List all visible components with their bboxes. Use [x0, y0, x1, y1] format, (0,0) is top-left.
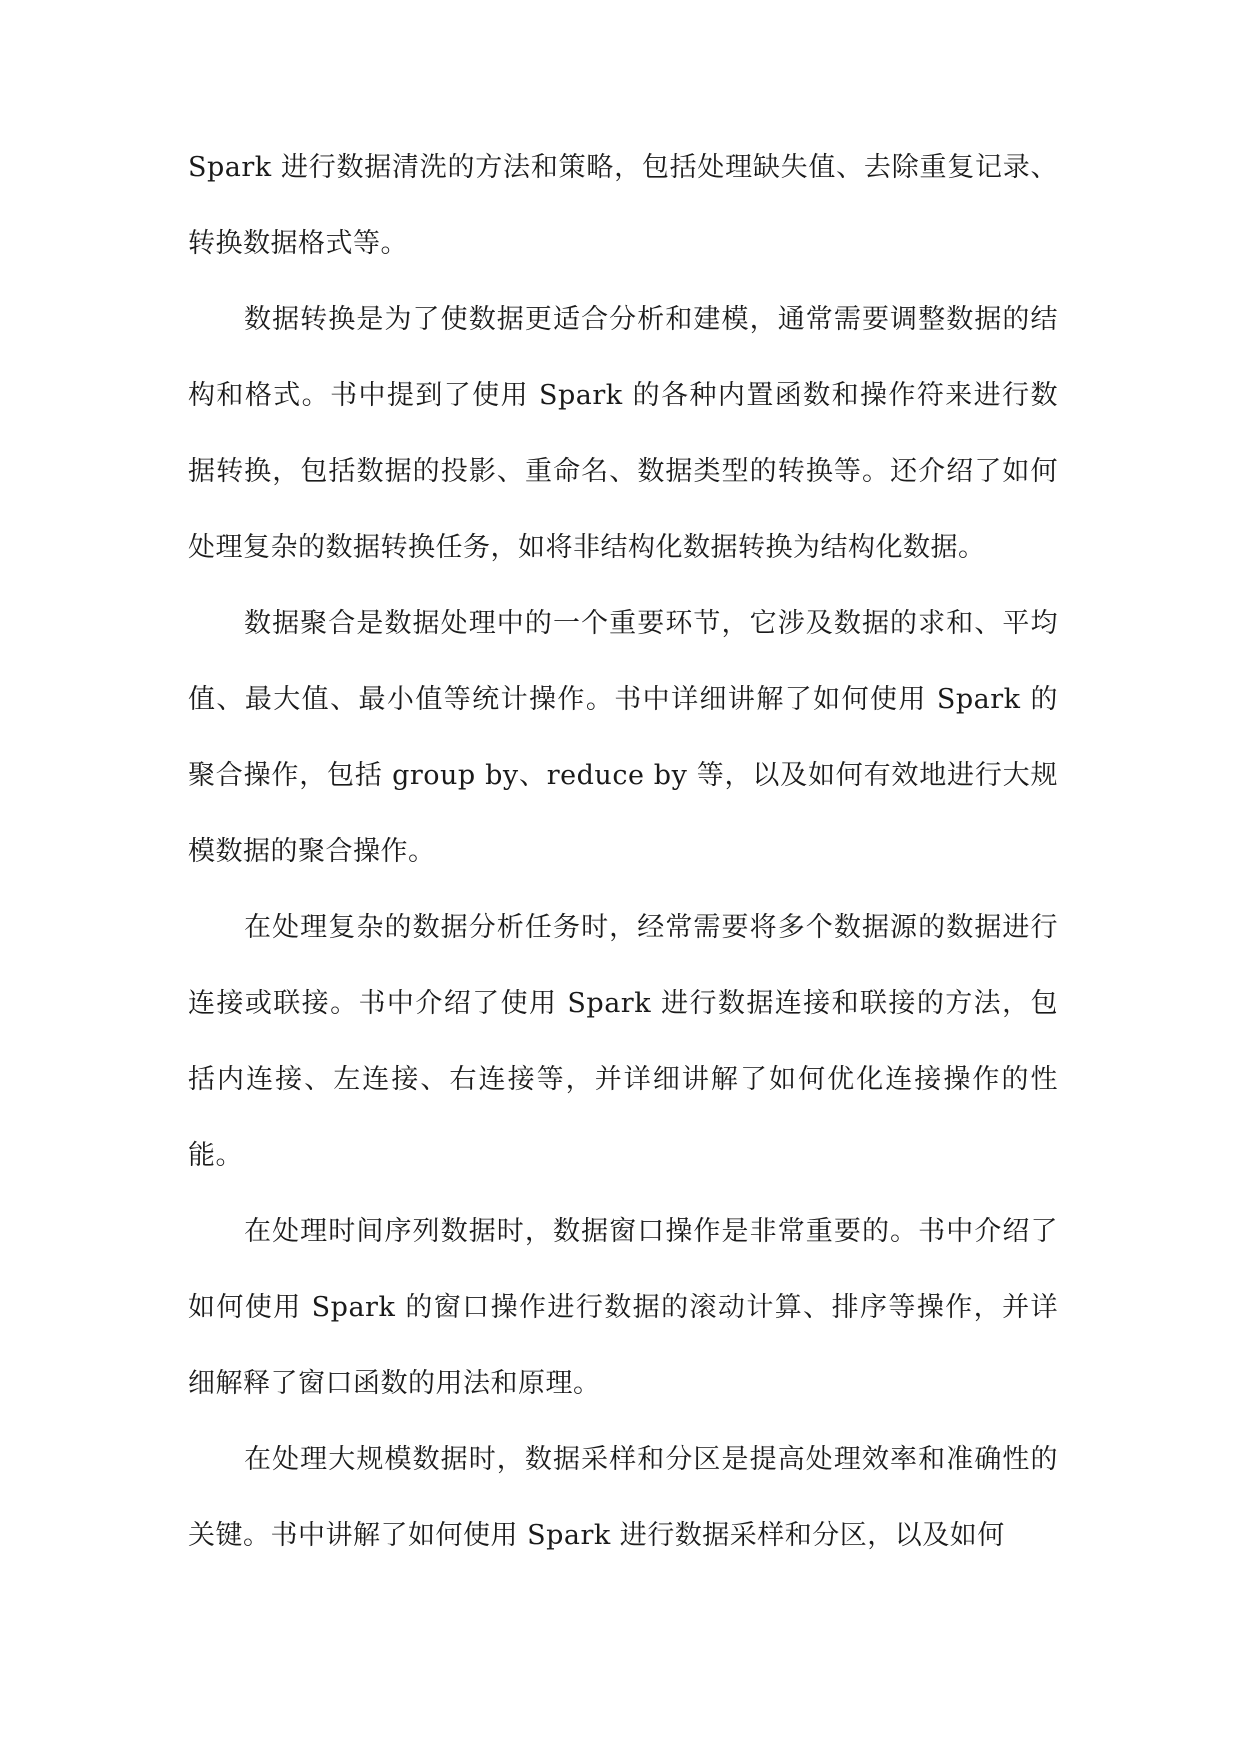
paragraph-sampling-partitioning: 在处理大规模数据时，数据采样和分区是提高处理效率和准确性的关键。书中讲解了如何使用 Spark 进行数据采样和分区，以及如何	[188, 1444, 1058, 1551]
paragraph-window-operations: 在处理时间序列数据时，数据窗口操作是非常重要的。书中介绍了如何使用 Spark 的窗口操作进行数据的滚动计算、排序等操作，并详细解释了窗口函数的用法和原理。	[188, 1216, 1058, 1399]
paragraph-continuation: Spark 进行数据清洗的方法和策略，包括处理缺失值、去除重复记录、转换数据格式等。	[188, 152, 1058, 259]
paragraph-data-aggregation: 数据聚合是数据处理中的一个重要环节，它涉及数据的求和、平均值、最大值、最小值等统计操作。书中详细讲解了如何使用 Spark 的聚合操作，包括 group by、reduce by 等，以及如何有效地进行大规模数据的聚合操作。	[188, 608, 1058, 867]
paragraph-data-transformation: 数据转换是为了使数据更适合分析和建模，通常需要调整数据的结构和格式。书中提到了使用 Spark 的各种内置函数和操作符来进行数据转换，包括数据的投影、重命名、数据类型的转换等。还介绍了如何处理复杂的数据转换任务，如将非结构化数据转换为结构化数据。	[188, 304, 1058, 563]
paragraph-data-join: 在处理复杂的数据分析任务时，经常需要将多个数据源的数据进行连接或联接。书中介绍了使用 Spark 进行数据连接和联接的方法，包括内连接、左连接、右连接等，并详细讲解了如何优化连接操作的性能。	[188, 912, 1058, 1171]
body-text	[188, 130, 1058, 1574]
